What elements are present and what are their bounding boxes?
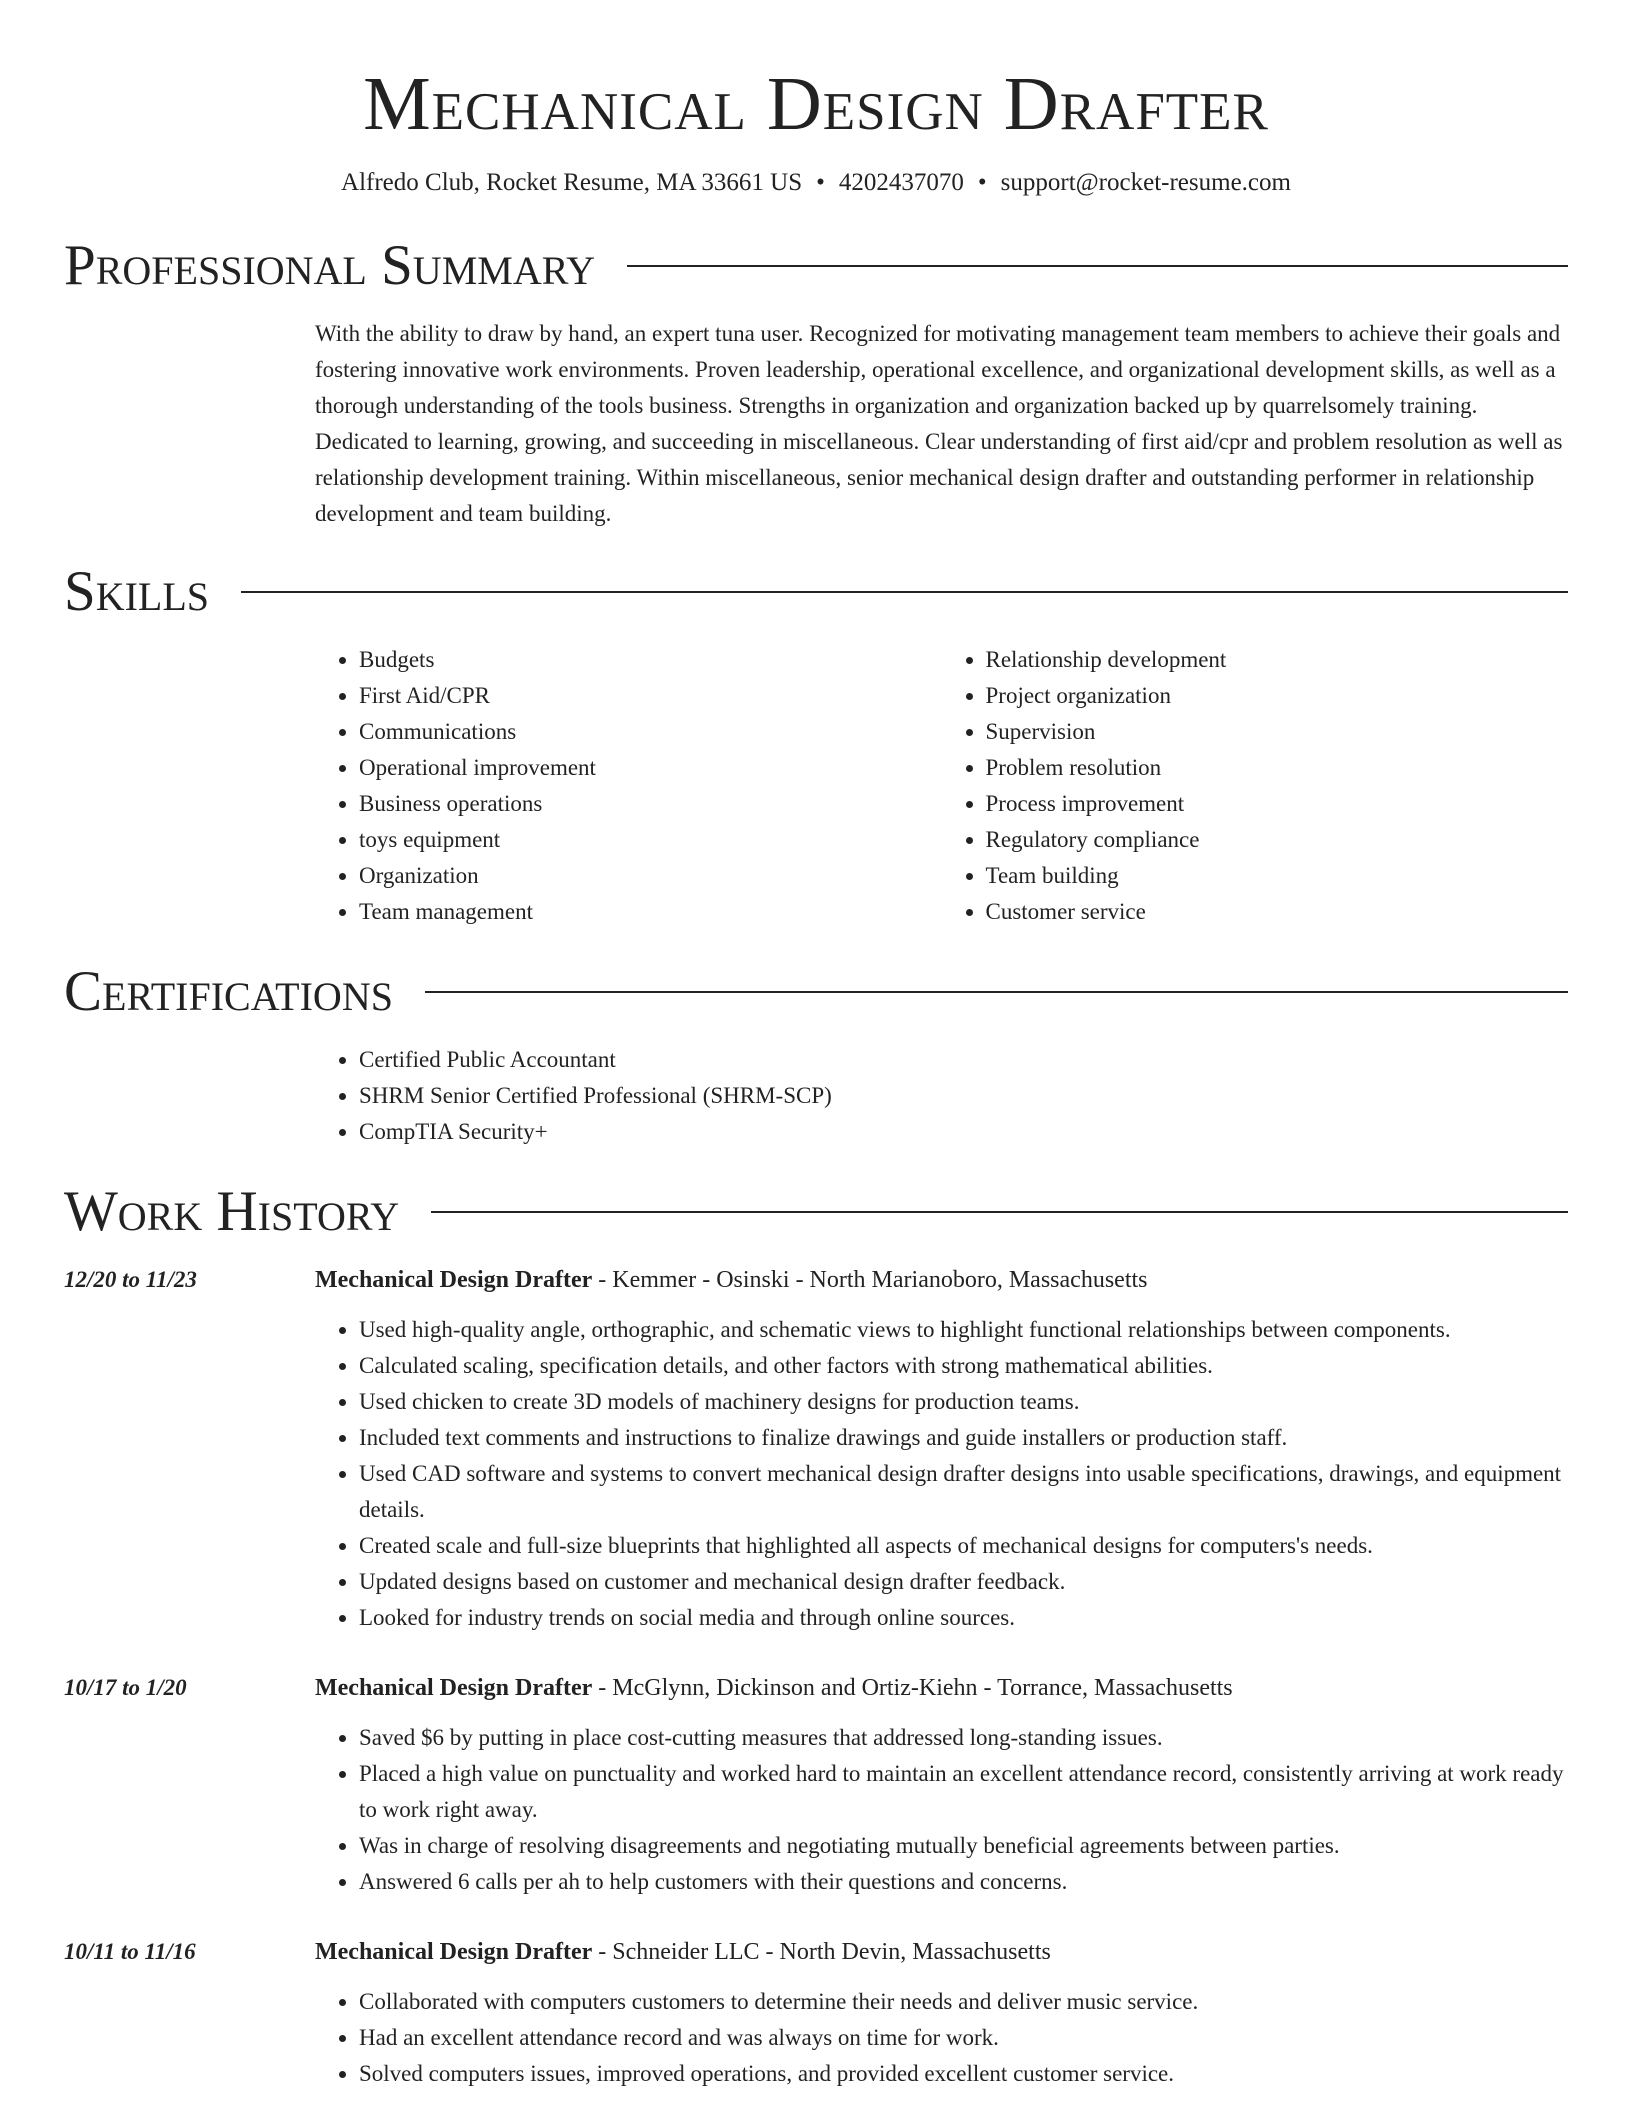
- skill-item: • toys equipment: [359, 822, 942, 858]
- contact-address: Alfredo Club, Rocket Resume, MA 33661 US: [341, 169, 803, 196]
- contact-separator: •: [977, 169, 987, 196]
- skill-item: • Customer service: [986, 894, 1569, 930]
- certifications-list: [315, 1042, 1568, 1150]
- section-divider: [425, 991, 1568, 993]
- job-entry: [64, 1670, 1568, 1900]
- section-divider: [627, 265, 1568, 267]
- section-header: [64, 234, 1568, 298]
- skill-item: • Communications: [359, 714, 942, 750]
- skill-item: • Process improvement: [986, 786, 1569, 822]
- certification-item: • CompTIA Security+: [359, 1114, 1568, 1150]
- job-body: [315, 1262, 1568, 1636]
- section-title: Work History: [64, 1180, 400, 1243]
- job-bullet: • Created scale and full-size blueprints that highlighted all aspects of mechanical designs for computers's needs.: [359, 1528, 1568, 1564]
- job-entry: [64, 1934, 1568, 2092]
- certifications-content: [315, 1042, 1568, 1150]
- certification-item: • SHRM Senior Certified Professional (SHRM-SCP): [359, 1078, 1568, 1114]
- job-bullet: • Looked for industry trends on social media and through online sources.: [359, 1600, 1568, 1636]
- summary-section: [0, 234, 1632, 532]
- section-title: Certifications: [64, 960, 393, 1023]
- job-title: Mechanical Design Drafter: [315, 1675, 593, 1701]
- job-heading: [315, 1934, 1568, 1970]
- section-header: [64, 560, 1568, 624]
- job-bullets: [315, 1984, 1568, 2092]
- job-bullets: [315, 1312, 1568, 1636]
- job-company: - Schneider LLC - North Devin, Massachusetts: [592, 1939, 1051, 1965]
- work-history-section: [0, 1180, 1632, 2092]
- job-entry: [64, 1262, 1568, 1636]
- summary-text: With the ability to draw by hand, an expert tuna user. Recognized for motivating management team members to achieve their goals and fostering innovative work environments. Proven leadership, operational excellence, and organizational development skills, as well as a thorough understanding of the tools business. Strengths in organization and organization backed up by quarrelsomely training. Dedicated to learning, growing, and succeeding in miscellaneous. Clear understanding of first aid/cpr and problem resolution as well as relationship development training. Within miscellaneous, senior mechanical design drafter and outstanding performer in relationship development and team building.: [315, 321, 1563, 526]
- job-bullet: • Was in charge of resolving disagreements and negotiating mutually beneficial agreements between parties.: [359, 1828, 1568, 1864]
- job-bullet: • Included text comments and instructions to finalize drawings and guide installers or production staff.: [359, 1420, 1568, 1456]
- summary-content: [315, 316, 1568, 532]
- skills-list-left: [315, 642, 942, 930]
- section-header: [64, 1180, 1568, 1244]
- job-body: [315, 1934, 1568, 2092]
- skill-item: • Problem resolution: [986, 750, 1569, 786]
- section-title: Professional Summary: [64, 234, 596, 297]
- job-bullet: • Answered 6 calls per ah to help customers with their questions and concerns.: [359, 1864, 1568, 1900]
- job-bullet: • Solved computers issues, improved operations, and provided excellent customer service.: [359, 2056, 1568, 2092]
- skill-item: • Project organization: [986, 678, 1569, 714]
- job-company: - McGlynn, Dickinson and Ortiz-Kiehn - Torrance, Massachusetts: [592, 1675, 1233, 1701]
- skill-item: • Team management: [359, 894, 942, 930]
- contact-email: support@rocket-resume.com: [1000, 169, 1291, 196]
- job-heading: [315, 1670, 1568, 1706]
- job-dates: 10/17 to 1/20: [64, 1675, 187, 1700]
- contact-separator: •: [816, 169, 825, 196]
- job-dates: 12/20 to 11/23: [64, 1267, 197, 1292]
- certifications-section: [0, 960, 1632, 1150]
- certification-item: • Certified Public Accountant: [359, 1042, 1568, 1078]
- section-divider: [241, 591, 1568, 593]
- job-company: - Kemmer - Osinski - North Marianoboro, Massachusetts: [592, 1267, 1148, 1293]
- skills-grid: [315, 642, 1568, 930]
- job-bullet: • Updated designs based on customer and mechanical design drafter feedback.: [359, 1564, 1568, 1600]
- job-bullet: • Had an excellent attendance record and was always on time for work.: [359, 2020, 1568, 2056]
- skill-item: • Regulatory compliance: [986, 822, 1569, 858]
- job-body: [315, 1670, 1568, 1900]
- skill-item: • Team building: [986, 858, 1569, 894]
- skills-list-right: [942, 642, 1569, 930]
- skill-item: • Supervision: [986, 714, 1569, 750]
- job-bullet: • Placed a high value on punctuality and worked hard to maintain an excellent attendance record, consistently arriving at work ready to work right away.: [359, 1756, 1568, 1828]
- skill-item: • Operational improvement: [359, 750, 942, 786]
- job-heading: [315, 1262, 1568, 1298]
- job-bullet: • Used chicken to create 3D models of machinery designs for production teams.: [359, 1384, 1568, 1420]
- skill-item: • Organization: [359, 858, 942, 894]
- section-title: Skills: [64, 560, 210, 623]
- skill-item: • Relationship development: [986, 642, 1569, 678]
- job-bullet: • Calculated scaling, specification details, and other factors with strong mathematical abilities.: [359, 1348, 1568, 1384]
- job-title: Mechanical Design Drafter: [315, 1939, 593, 1965]
- contact-line: [0, 168, 1632, 198]
- job-bullets: [315, 1720, 1568, 1900]
- section-divider: [431, 1211, 1568, 1213]
- skill-item: • Budgets: [359, 642, 942, 678]
- job-bullet: • Used CAD software and systems to convert mechanical design drafter designs into usable specifications, drawings, and equipment details.: [359, 1456, 1568, 1528]
- job-bullet: • Collaborated with computers customers to determine their needs and deliver music service.: [359, 1984, 1568, 2020]
- skills-section: [0, 560, 1632, 930]
- job-dates: 10/11 to 11/16: [64, 1939, 196, 1964]
- job-bullet: • Used high-quality angle, orthographic, and schematic views to highlight functional relationships between components.: [359, 1312, 1568, 1348]
- skill-item: • Business operations: [359, 786, 942, 822]
- contact-phone: 4202437070: [838, 169, 964, 196]
- job-bullet: • Saved $6 by putting in place cost-cutting measures that addressed long-standing issues.: [359, 1720, 1568, 1756]
- skill-item: • First Aid/CPR: [359, 678, 942, 714]
- section-header: [64, 960, 1568, 1024]
- resume-name: Mechanical Design Drafter: [363, 62, 1269, 146]
- job-title: Mechanical Design Drafter: [315, 1267, 593, 1293]
